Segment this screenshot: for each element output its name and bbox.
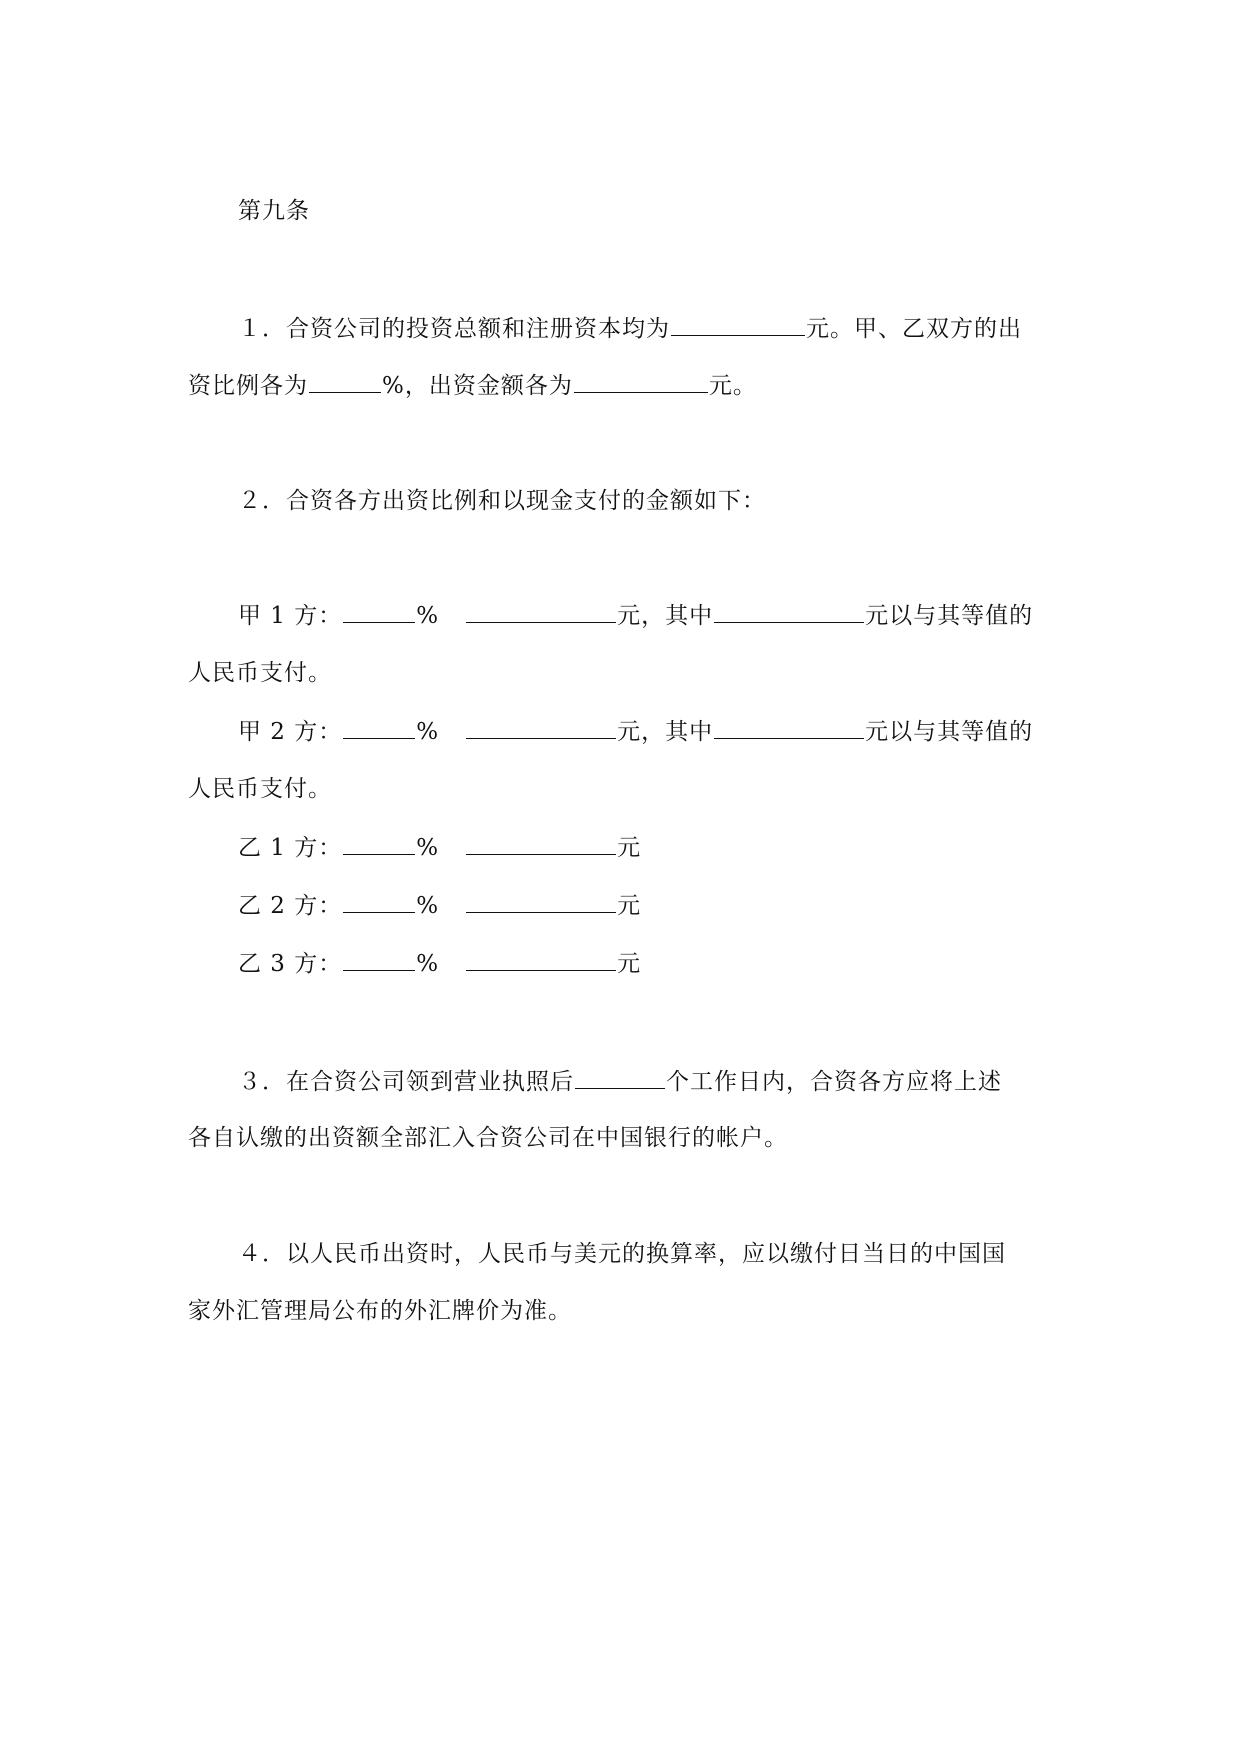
party-pct-blank[interactable] bbox=[343, 890, 415, 913]
party-row-yi2 bbox=[238, 890, 641, 921]
working-days-blank[interactable] bbox=[575, 1066, 665, 1089]
party-cash-blank[interactable] bbox=[714, 716, 864, 739]
party-label: 甲 1 方： bbox=[238, 603, 343, 629]
party-yuan-text: 元 bbox=[617, 951, 642, 977]
clause-4-text-b: 家外汇管理局公布的外汇牌价为准。 bbox=[188, 1298, 572, 1324]
contribution-amount-blank[interactable] bbox=[574, 370, 708, 393]
party-pct-blank[interactable] bbox=[343, 948, 415, 971]
party-row-jia1 bbox=[238, 600, 1033, 631]
clause-2-heading-text: ２．合资各方出资比例和以现金支付的金额如下： bbox=[238, 488, 766, 514]
party-tail-text: 元以与其等值的 bbox=[865, 719, 1034, 745]
clause-2-heading bbox=[238, 486, 766, 516]
ratio-blank[interactable] bbox=[309, 370, 381, 393]
party-row-jia1-cont bbox=[188, 658, 332, 688]
clause-3-line-1 bbox=[238, 1066, 1002, 1097]
clause-3-text-c: 各自认缴的出资额全部汇入合资公司在中国银行的帐户。 bbox=[188, 1125, 788, 1151]
pct-sign: % bbox=[416, 951, 440, 977]
clause-1-text-b: 元。甲、乙双方的出 bbox=[806, 316, 1022, 342]
party-cont-text: 人民币支付。 bbox=[188, 660, 332, 686]
clause-3-text-a: ３．在合资公司领到营业执照后 bbox=[238, 1069, 574, 1095]
pct-sign: % bbox=[416, 835, 440, 861]
party-yuan-text: 元 bbox=[617, 893, 642, 919]
party-row-yi1 bbox=[238, 832, 641, 863]
party-row-jia2 bbox=[238, 716, 1033, 747]
party-tail-text: 元以与其等值的 bbox=[865, 603, 1034, 629]
article-title-text: 第九条 bbox=[238, 198, 310, 224]
party-label: 乙 2 方： bbox=[238, 893, 343, 919]
party-row-jia2-cont bbox=[188, 774, 332, 804]
clause-4-line-2 bbox=[188, 1296, 572, 1326]
clause-1-text-e: 元。 bbox=[708, 373, 757, 399]
clause-4-line-1 bbox=[238, 1239, 1006, 1269]
party-yuan-text: 元，其中 bbox=[617, 719, 714, 745]
party-amount-blank[interactable] bbox=[466, 716, 616, 739]
party-amount-blank[interactable] bbox=[466, 832, 616, 855]
party-row-yi3 bbox=[238, 948, 641, 979]
pct-sign: % bbox=[416, 893, 440, 919]
party-cash-blank[interactable] bbox=[714, 600, 864, 623]
party-label: 乙 1 方： bbox=[238, 835, 343, 861]
party-amount-blank[interactable] bbox=[466, 948, 616, 971]
clause-1-text-a: １．合资公司的投资总额和注册资本均为 bbox=[238, 316, 670, 342]
clause-1-line-2 bbox=[188, 370, 757, 401]
party-pct-blank[interactable] bbox=[343, 832, 415, 855]
clause-1-text-d: %，出资金额各为 bbox=[382, 373, 573, 399]
pct-sign: % bbox=[416, 603, 440, 629]
article-title bbox=[238, 196, 310, 226]
clause-3-text-b: 个工作日内，合资各方应将上述 bbox=[666, 1069, 1002, 1095]
clause-1-text-c: 资比例各为 bbox=[188, 373, 308, 399]
party-pct-blank[interactable] bbox=[343, 716, 415, 739]
total-investment-blank[interactable] bbox=[671, 313, 805, 336]
party-label: 甲 2 方： bbox=[238, 719, 343, 745]
pct-sign: % bbox=[416, 719, 440, 745]
clause-1-line-1 bbox=[238, 313, 1022, 344]
party-amount-blank[interactable] bbox=[466, 890, 616, 913]
clause-4-text-a: ４．以人民币出资时，人民币与美元的换算率，应以缴付日当日的中国国 bbox=[238, 1241, 1006, 1267]
party-amount-blank[interactable] bbox=[466, 600, 616, 623]
party-label: 乙 3 方： bbox=[238, 951, 343, 977]
clause-3-line-2 bbox=[188, 1123, 788, 1153]
party-yuan-text: 元 bbox=[617, 835, 642, 861]
party-cont-text: 人民币支付。 bbox=[188, 776, 332, 802]
party-pct-blank[interactable] bbox=[343, 600, 415, 623]
party-yuan-text: 元，其中 bbox=[617, 603, 714, 629]
